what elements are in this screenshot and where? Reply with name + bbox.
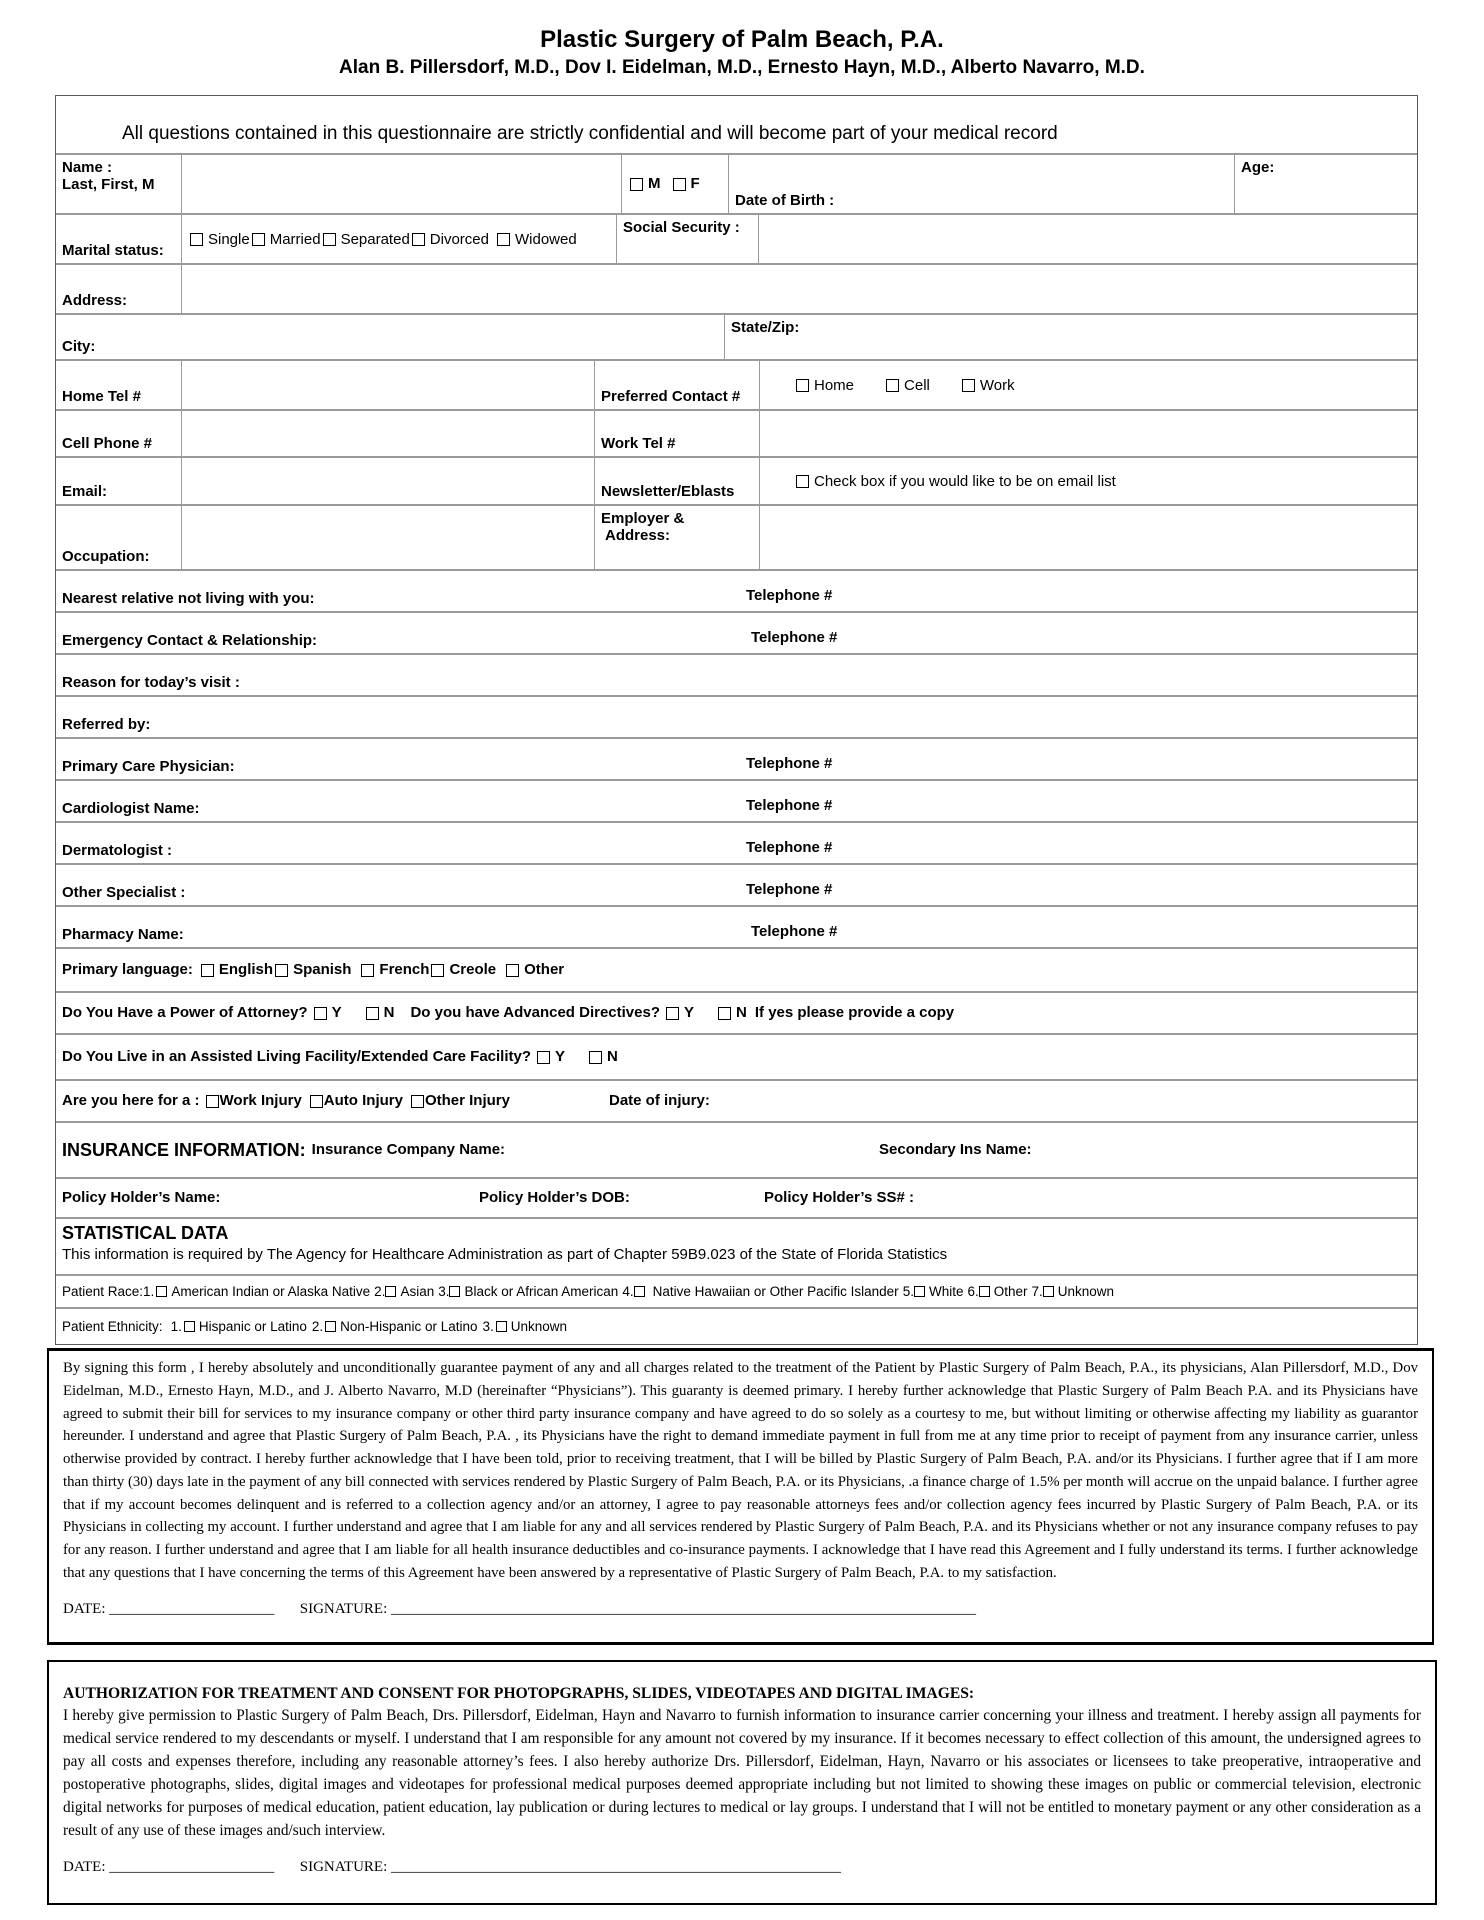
row-primary-language — [56, 947, 1417, 991]
address-label: Address: — [62, 291, 128, 309]
employer-cell — [594, 506, 759, 569]
statezip-cell[interactable] — [724, 315, 1417, 359]
cell-phone-input-area[interactable] — [181, 411, 594, 456]
row-cell-phone — [56, 409, 1417, 456]
checkbox-pref-home[interactable] — [796, 379, 809, 392]
injury-type-cell — [56, 1081, 1417, 1121]
row-occupation — [56, 504, 1417, 569]
authorization-consent-section — [47, 1660, 1437, 1905]
row-email — [56, 456, 1417, 504]
row-address — [56, 263, 1417, 313]
cardiologist-label: Cardiologist Name: — [62, 799, 200, 817]
checkbox-ethnicity-hispanic[interactable] — [184, 1321, 195, 1332]
race-option-unknown: Unknown — [1057, 1284, 1115, 1299]
checkbox-lang-spanish[interactable] — [275, 964, 288, 977]
employer-input-area[interactable] — [759, 506, 1417, 569]
marital-label-cell — [56, 215, 181, 263]
occupation-label-cell — [56, 506, 181, 569]
ethnicity-option-non-hispanic: Non-Hispanic or Latino — [340, 1319, 478, 1334]
row-referred-by — [56, 695, 1417, 737]
sex-cell — [621, 155, 728, 213]
city-input-area[interactable] — [56, 315, 724, 359]
female-label: F — [690, 175, 700, 193]
emergency-telephone-label: Telephone # — [751, 628, 838, 646]
primary-language-cell — [56, 949, 1417, 991]
checkbox-auto-injury[interactable] — [310, 1095, 323, 1108]
practice-title: Plastic Surgery of Palm Beach, P.A. — [540, 26, 944, 53]
other-specialist-input-area[interactable] — [56, 865, 1417, 905]
insurance-information-cell[interactable] — [56, 1123, 1417, 1177]
form-header — [0, 26, 1484, 79]
checkbox-lang-creole[interactable] — [431, 964, 444, 977]
checkbox-ethnicity-non-hispanic[interactable] — [325, 1321, 336, 1332]
nearest-relative-label: Nearest relative not living with you: — [62, 589, 315, 607]
checkbox-directives-yes[interactable] — [666, 1007, 679, 1020]
age-label: Age: — [1241, 159, 1275, 176]
checkbox-race-hawaiian[interactable] — [634, 1286, 645, 1297]
injury-option-auto: Auto Injury — [323, 1092, 403, 1110]
guaranty-date-line[interactable]: ______________________ — [109, 1600, 275, 1617]
home-tel-input-area[interactable] — [181, 361, 594, 409]
other-specialist-label: Other Specialist : — [62, 883, 186, 901]
row-policy-holder — [56, 1177, 1417, 1217]
checkbox-directives-no[interactable] — [718, 1007, 731, 1020]
checkbox-race-other[interactable] — [979, 1286, 990, 1297]
pcp-input-area[interactable] — [56, 739, 1417, 779]
race-num-1: 1. — [143, 1284, 155, 1299]
marital-options-cell — [181, 215, 616, 263]
pref-option-work: Work — [979, 376, 1015, 394]
assisted-living-question: Do You Live in an Assisted Living Facility/Extended Care Facility? — [62, 1048, 532, 1066]
policy-holder-ssn-label: Policy Holder’s SS# : — [764, 1189, 915, 1207]
injury-option-work: Work Injury — [219, 1092, 302, 1110]
work-tel-input-area[interactable] — [759, 411, 1417, 456]
race-intro: Patient Race: — [62, 1284, 144, 1299]
row-home-tel — [56, 359, 1417, 409]
email-optin-label: Check box if you would like to be on email list — [814, 472, 1116, 490]
poa-yes-label: Y — [331, 1004, 342, 1022]
marital-option-married: Married — [269, 230, 321, 248]
race-num-4: 4. — [622, 1284, 634, 1299]
row-patient-race — [56, 1274, 1417, 1307]
email-input-area[interactable] — [181, 458, 594, 504]
policy-holder-dob-label: Policy Holder’s DOB: — [479, 1189, 630, 1207]
checkbox-married[interactable] — [252, 233, 265, 246]
other-specialist-telephone-label: Telephone # — [746, 880, 833, 898]
row-city — [56, 313, 1417, 359]
pref-option-home: Home — [814, 376, 855, 394]
pharmacy-label: Pharmacy Name: — [62, 925, 184, 943]
lang-option-other: Other — [524, 961, 565, 979]
race-num-2: 2. — [374, 1284, 386, 1299]
marital-option-widowed: Widowed — [514, 230, 577, 248]
ssn-label: Social Security : — [623, 219, 740, 236]
email-label-cell — [56, 458, 181, 504]
assisted-no-label: N — [607, 1048, 618, 1066]
statistical-description: This information is required by The Agency for Healthcare Administration as part of Chapter 59B9.023 of the State of Florida Statistics — [62, 1246, 948, 1263]
ethnicity-option-hispanic: Hispanic or Latino — [198, 1319, 307, 1334]
row-assisted-living — [56, 1033, 1417, 1079]
checkbox-pref-work[interactable] — [962, 379, 975, 392]
row-name — [56, 153, 1417, 213]
employer-label-line2: Address: — [605, 527, 671, 545]
row-emergency-contact — [56, 611, 1417, 653]
marital-option-single: Single — [208, 230, 250, 248]
assisted-living-cell — [56, 1035, 1417, 1079]
home-tel-label-cell — [56, 361, 181, 409]
checkbox-other-injury[interactable] — [411, 1095, 424, 1108]
race-option-black: Black or African American — [464, 1284, 619, 1299]
statistical-heading: STATISTICAL DATA — [62, 1223, 229, 1243]
secondary-insurance-label: Secondary Ins Name: — [879, 1141, 1032, 1159]
checkbox-widowed[interactable] — [497, 233, 510, 246]
newsletter-label: Newsletter/Eblasts — [601, 482, 735, 500]
race-option-asian: Asian — [400, 1284, 435, 1299]
authorization-signature-label: SIGNATURE: — [299, 1859, 388, 1876]
guaranty-date-label: DATE: — [63, 1600, 106, 1617]
checkbox-race-unknown[interactable] — [1043, 1286, 1054, 1297]
physicians-line: Alan B. Pillersdorf, M.D., Dov I. Eidelman, M.D., Ernesto Hayn, M.D., Alberto Navarro, M.D. — [339, 57, 1145, 78]
marital-option-divorced: Divorced — [429, 230, 489, 248]
row-dermatologist — [56, 821, 1417, 863]
lang-option-spanish: Spanish — [293, 961, 352, 979]
authorization-heading: AUTHORIZATION FOR TREATMENT AND CONSENT FOR PHOTOPGRAPHS, SLIDES, VIDEOTAPES AND DIGITAL IMAGES: — [63, 1685, 975, 1702]
row-other-specialist — [56, 863, 1417, 905]
row-visit-reason — [56, 653, 1417, 695]
pharmacy-input-area[interactable] — [56, 907, 1417, 947]
email-optin-cell — [759, 458, 1417, 504]
checkbox-race-white[interactable] — [914, 1286, 925, 1297]
age-cell[interactable] — [1234, 155, 1417, 213]
cell-phone-label: Cell Phone # — [62, 434, 153, 452]
poa-note: If yes please provide a copy — [754, 1004, 955, 1022]
name-sublabel: Last, First, M — [62, 176, 155, 194]
referred-by-input-area[interactable] — [56, 697, 1417, 737]
preferred-options-cell — [759, 361, 1417, 409]
lang-option-french: French — [379, 961, 430, 979]
guaranty-text: By signing this form , I hereby absolutely and unconditionally guarantee payment of any and all charges related to the treatment of the Patient by Plastic Surgery of Palm Beach, P.A., its physicians, Alan Pillersdorf, M.D., Dov Eidelman, M.D., Ernesto Hayn, M.D., and J. Alberto Navarro, M.D (hereinafter “Physicians”). This guaranty is deemed primary. I hereby further acknowledge that Plastic Surgery of Palm Beach P.A. and its Physicians have agreed to submit their bill for services to my insurance company or other third party insurance company and have agreed to do so solely as a courtesy to me, but without limiting or otherwise affecting my liability as guarantor hereunder. I understand and agree that Plastic Surgery of Palm Beach, P.A. , its Physicians have the right to demand immediate payment in full from me at any time prior to receipt of payment from any insurance carrier, unless otherwise provided by contract. I hereby further acknowledge that I have been told, prior to receiving treatment, that I will be billed by Plastic Surgery of Palm Beach, P.A. and/or its Physicians. I further agree that if I am more than thirty (30) days late in the payment of any bill connected with services rendered by Plastic Surgery of Palm Beach, P.A. or its Physicians, .a finance charge of 1.5% per month will accrue on the unpaid balance. I further agree that if my account becomes delinquent and is referred to a collection agency and/or an attorney, I agree to pay reasonable attorneys fees and/or collection agency fees incurred by Plastic Surgery of Palm Beach, P.A. or its Physicians in collecting my account. I further understand and agree that I am liable for any and all services rendered by Plastic Surgery of Palm Beach, P.A. and its Physicians whether or not any insurance company refuses to pay for any reason. I further understand and agree that I am liable for all health insurance deductibles and co-insurance payments. I acknowledge that I have read this Agreement and I fully understand its terms. I further acknowledge that any questions that I have concerning the terms of this Agreement have been answered by a representative of Plastic Surgery of Palm Beach, P.A. to my satisfaction. — [63, 1360, 1418, 1582]
authorization-date-label: DATE: — [63, 1859, 106, 1876]
guaranty-signature-label: SIGNATURE: — [299, 1600, 388, 1617]
marital-option-separated: Separated — [340, 230, 410, 248]
work-tel-cell — [594, 411, 759, 456]
checkbox-race-american-indian[interactable] — [156, 1286, 167, 1297]
injury-date-label: Date of injury: — [609, 1092, 710, 1110]
dob-cell[interactable] — [728, 155, 1234, 213]
checkbox-lang-other[interactable] — [506, 964, 519, 977]
visit-reason-label: Reason for today’s visit : — [62, 673, 240, 691]
nearest-relative-input-area[interactable] — [56, 571, 1417, 611]
marital-label: Marital status: — [62, 241, 164, 259]
ethnicity-intro: Patient Ethnicity: — [62, 1319, 163, 1334]
checkbox-assisted-yes[interactable] — [537, 1051, 550, 1064]
statistical-data-cell — [56, 1219, 1417, 1274]
authorization-signature-line[interactable]: ____________________________________________________________ — [391, 1859, 842, 1876]
male-label: M — [648, 175, 661, 193]
occupation-label: Occupation: — [62, 547, 150, 565]
ethnicity-num-2: 2. — [311, 1319, 324, 1334]
row-confidential-notice — [56, 96, 1417, 153]
confidential-notice: All questions contained in this questionnaire are strictly confidential and will become part of your medical record — [122, 123, 1058, 144]
pcp-telephone-label: Telephone # — [746, 754, 833, 772]
authorization-text: I hereby give permission to Plastic Surgery of Palm Beach, Drs. Pillersdorf, Eidelman, Hayn and Navarro to furnish information to insurance carrier concerning your illness and treatment. I hereby assign all payments for medical service rendered to my descendants or myself. I understand that I am responsible for any amount not covered by my insurance. If it becomes necessary to effect collection of this amount, the undersigned agrees to pay all costs and expenses therefore, including any reasonable attorney’s fees. I also hereby authorize Drs. Pillersdorf, Eidelman, Hayn, Navarro or his associates or licensees to take preoperative, intraoperative and postoperative photographs, slides, digital images and videotapes for professional medical purposes deemed appropriate including but not limited to showing these images on public or commercial television, electronic digital networks for purposes of medical education, patient education, lay publication or during lectures to medical or lay groups. I understand that I will not be entitled to monetary payment or any other consideration as a result of any use of these images and/such interview. — [63, 1707, 1421, 1840]
patient-info-table — [55, 95, 1418, 1345]
row-injury-type — [56, 1079, 1417, 1121]
directives-yes-label: Y — [684, 1004, 695, 1022]
checkbox-separated[interactable] — [323, 233, 336, 246]
pref-option-cell: Cell — [904, 376, 930, 394]
row-power-of-attorney — [56, 991, 1417, 1033]
assisted-yes-label: Y — [555, 1048, 566, 1066]
checkbox-race-black[interactable] — [449, 1286, 460, 1297]
insurance-company-label: Insurance Company Name: — [311, 1141, 506, 1159]
checkbox-poa-yes[interactable] — [314, 1007, 327, 1020]
visit-reason-input-area[interactable] — [56, 655, 1417, 695]
authorization-signature-row — [63, 1856, 1421, 1879]
race-option-white: White — [928, 1284, 964, 1299]
name-label: Name : — [62, 159, 113, 176]
address-label-cell — [56, 265, 181, 313]
row-patient-ethnicity — [56, 1307, 1417, 1344]
emergency-contact-label: Emergency Contact & Relationship: — [62, 631, 318, 649]
race-option-american-indian: American Indian or Alaska Native — [171, 1284, 371, 1299]
race-num-3: 3. — [438, 1284, 450, 1299]
work-tel-label: Work Tel # — [601, 434, 676, 452]
insurance-heading: INSURANCE INFORMATION: — [62, 1139, 306, 1160]
guaranty-signature-line[interactable]: ______________________________________________________________________________ — [391, 1600, 977, 1617]
authorization-date-line[interactable]: ______________________ — [109, 1859, 275, 1876]
cell-phone-label-cell — [56, 411, 181, 456]
patient-race-cell — [56, 1276, 1417, 1307]
checkbox-single[interactable] — [190, 233, 203, 246]
home-tel-label: Home Tel # — [62, 387, 141, 405]
primary-language-label: Primary language: — [62, 961, 193, 979]
referred-by-label: Referred by: — [62, 715, 151, 733]
checkbox-lang-french[interactable] — [361, 964, 374, 977]
race-num-7: 7. — [1031, 1284, 1043, 1299]
checkbox-race-asian[interactable] — [385, 1286, 396, 1297]
dermatologist-telephone-label: Telephone # — [746, 838, 833, 856]
pharmacy-telephone-label: Telephone # — [751, 922, 838, 940]
ethnicity-option-unknown: Unknown — [510, 1319, 568, 1334]
checkbox-poa-no[interactable] — [366, 1007, 379, 1020]
row-statistical-data — [56, 1217, 1417, 1274]
policy-holder-name-label: Policy Holder’s Name: — [62, 1189, 221, 1207]
cardiologist-input-area[interactable] — [56, 781, 1417, 821]
lang-option-creole: Creole — [449, 961, 497, 979]
emergency-contact-input-area[interactable] — [56, 613, 1417, 653]
preferred-contact-cell — [594, 361, 759, 409]
name-label-cell — [56, 155, 181, 213]
race-num-5: 5. — [902, 1284, 914, 1299]
ethnicity-num-3: 3. — [482, 1319, 494, 1334]
directives-no-label: N — [736, 1004, 747, 1022]
city-label: City: — [62, 337, 96, 355]
dermatologist-label: Dermatologist : — [62, 841, 173, 859]
row-pharmacy — [56, 905, 1417, 947]
race-option-other: Other — [993, 1284, 1028, 1299]
ethnicity-num-1: 1. — [170, 1319, 182, 1334]
row-cardiologist — [56, 779, 1417, 821]
race-num-6: 6. — [967, 1284, 979, 1299]
address-input-area[interactable] — [181, 265, 1417, 313]
poa-no-label: N — [383, 1004, 395, 1022]
checkbox-lang-english[interactable] — [201, 964, 214, 977]
policy-holder-cell[interactable] — [56, 1179, 1417, 1217]
checkbox-ethnicity-unknown[interactable] — [496, 1321, 507, 1332]
occupation-input-area[interactable] — [181, 506, 594, 569]
guaranty-signature-row — [63, 1598, 1418, 1621]
poa-question: Do You Have a Power of Attorney? — [62, 1004, 308, 1022]
row-nearest-relative — [56, 569, 1417, 611]
employer-label-line1: Employer & — [601, 510, 685, 527]
cardiologist-telephone-label: Telephone # — [746, 796, 833, 814]
checkbox-male[interactable] — [630, 178, 643, 191]
advanced-directives-question: Do you have Advanced Directives? — [410, 1004, 660, 1022]
race-option-hawaiian: Native Hawaiian or Other Pacific Islander — [652, 1284, 899, 1299]
pcp-label: Primary Care Physician: — [62, 757, 235, 775]
injury-option-other: Other Injury — [424, 1092, 510, 1110]
nearest-relative-telephone-label: Telephone # — [746, 586, 833, 604]
ssn-input-area[interactable] — [758, 215, 1417, 263]
patient-ethnicity-cell — [56, 1309, 1417, 1344]
ssn-label-cell — [616, 215, 758, 263]
row-insurance-information — [56, 1121, 1417, 1177]
statezip-label: State/Zip: — [731, 319, 800, 336]
checkbox-email-optin[interactable] — [796, 475, 809, 488]
row-primary-care-physician — [56, 737, 1417, 779]
dermatologist-input-area[interactable] — [56, 823, 1417, 863]
checkbox-female[interactable] — [673, 178, 686, 191]
lang-option-english: English — [218, 961, 274, 979]
checkbox-divorced[interactable] — [412, 233, 425, 246]
power-of-attorney-cell — [56, 993, 1417, 1033]
email-label: Email: — [62, 482, 108, 500]
checkbox-assisted-no[interactable] — [589, 1051, 602, 1064]
preferred-contact-label: Preferred Contact # — [601, 387, 741, 405]
name-input-area[interactable] — [181, 155, 621, 213]
dob-label: Date of Birth : — [735, 191, 835, 209]
checkbox-pref-cell[interactable] — [886, 379, 899, 392]
newsletter-cell — [594, 458, 759, 504]
injury-question: Are you here for a : — [62, 1092, 200, 1110]
checkbox-work-injury[interactable] — [206, 1095, 219, 1108]
payment-guaranty-agreement — [47, 1348, 1434, 1645]
row-marital-status — [56, 213, 1417, 263]
